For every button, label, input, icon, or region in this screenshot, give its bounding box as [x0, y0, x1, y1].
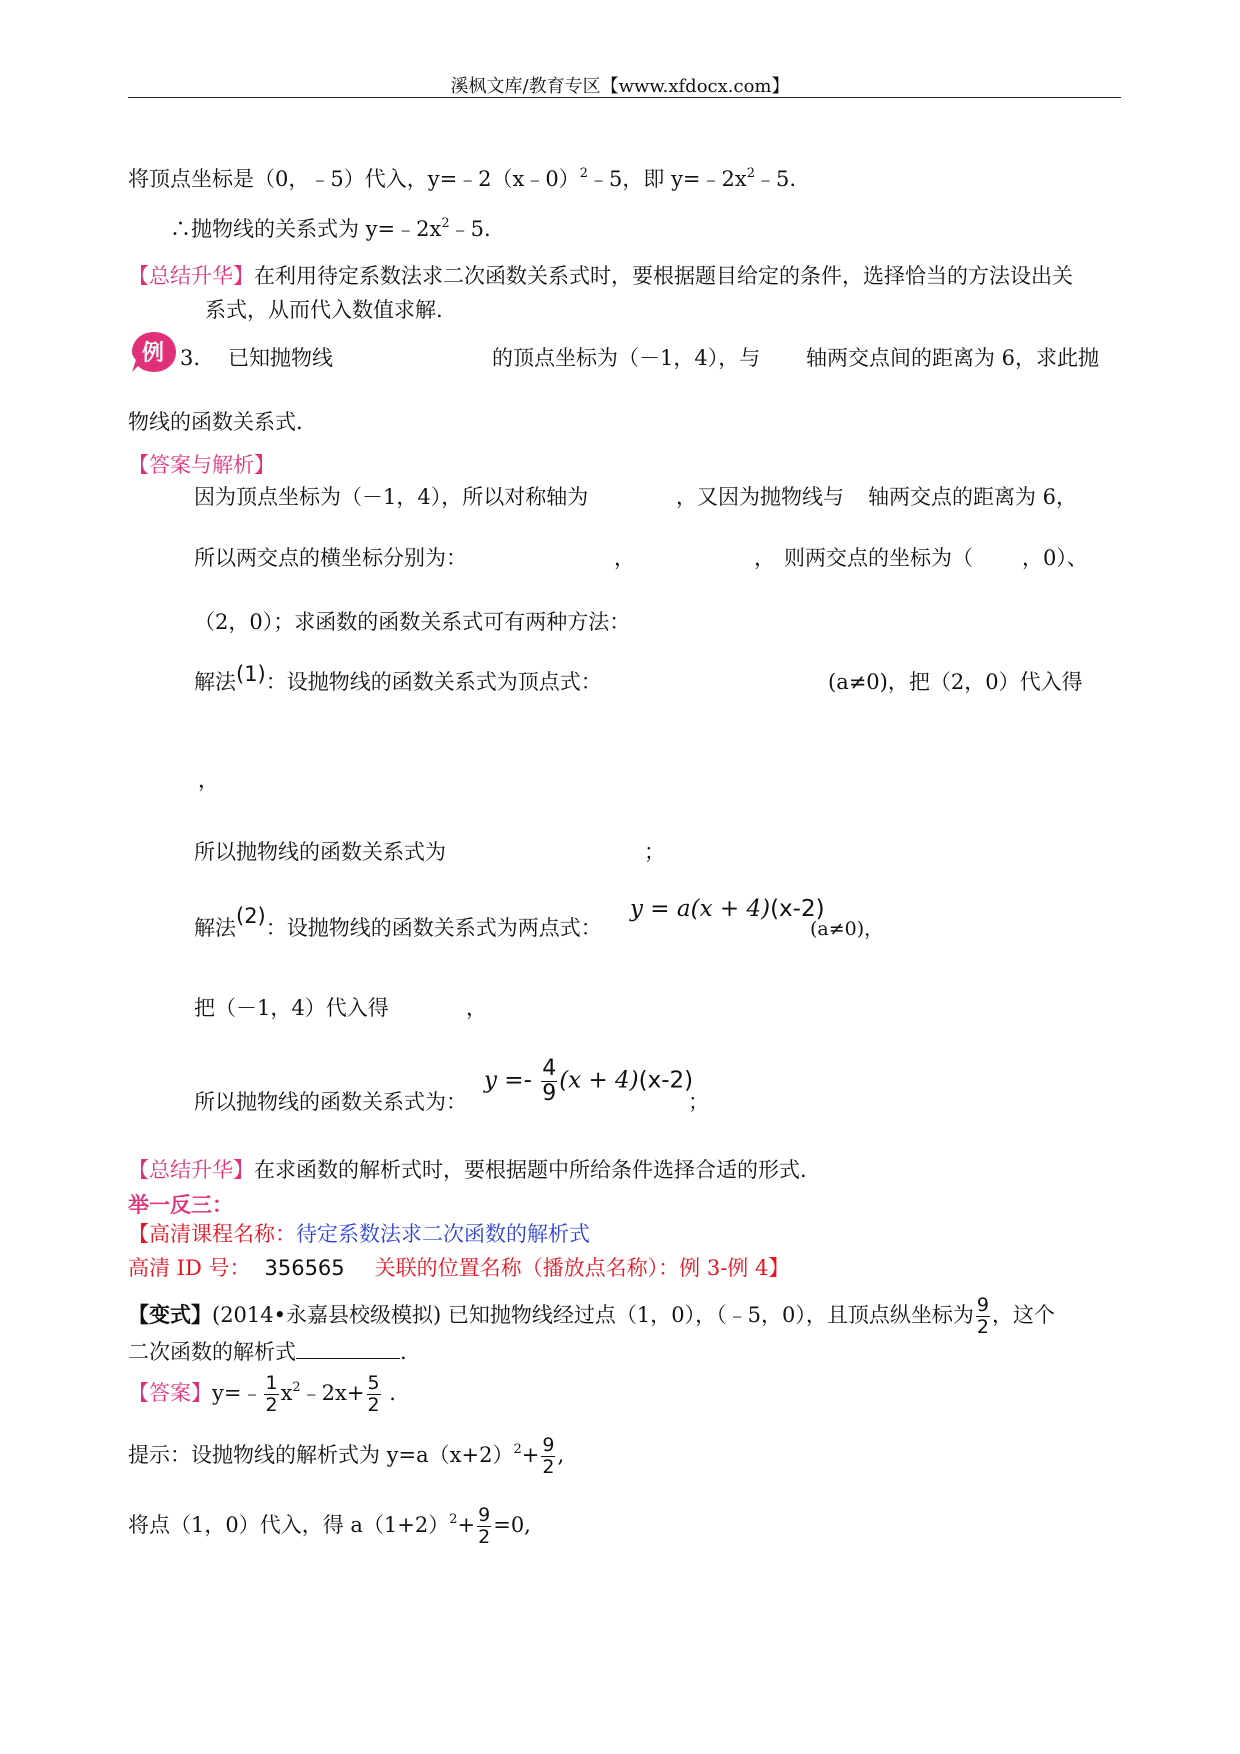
text: ﹣5.: [449, 217, 491, 241]
summary-text: 在求函数的解析式时，要根据题中所给条件选择合适的形式.: [254, 1158, 807, 1182]
method-2-end: (a≠0)，: [810, 918, 884, 940]
variant-tag: 【变式】: [128, 1302, 212, 1327]
paragraph-vertex-substitution: [128, 166, 796, 192]
denominator: 2: [367, 1394, 380, 1416]
text: ∴抛物线的关系式为 y=﹣2x: [170, 217, 442, 241]
formula-last: (x-2): [770, 896, 825, 922]
formula-eq: =: [643, 896, 677, 922]
method-2-line: [194, 904, 602, 941]
text: +: [521, 1443, 540, 1467]
answer-line-8b: ；: [688, 1090, 709, 1114]
variant-text: (2014•永嘉县校级模拟) 已知抛物线经过点（1，0），（﹣5，0），且顶点纵坐标为: [212, 1303, 974, 1327]
answer-line-7a: 把（－1，4）代入得: [194, 996, 389, 1020]
answer-line-1a: 因为顶点坐标为（－1，4），所以对称轴为: [194, 485, 589, 509]
formula-last: (x-2): [638, 1067, 694, 1094]
text: =0,: [493, 1513, 531, 1537]
comma: ，: [198, 768, 219, 792]
example-text-c: 轴两交点间的距离为 6，求此抛: [806, 346, 1100, 370]
numerator: 9: [976, 1294, 989, 1316]
text: ﹣5，即 y=﹣2x: [588, 167, 747, 191]
summary-text: 在利用待定系数法求二次函数关系式时，要根据题目给定的条件，选择恰当的方法设出关: [254, 264, 1073, 288]
answer-line-1b: ，又因为抛物线与: [676, 485, 844, 509]
denominator: 2: [478, 1526, 491, 1548]
page-header: 溪枫文库/教育专区【www.xfdocx.com】: [450, 76, 790, 97]
variant-line: [128, 1296, 1055, 1337]
badge-label: 例: [141, 341, 165, 366]
example-number: 3.: [180, 346, 201, 370]
denominator: 2: [542, 1456, 555, 1478]
example-line-2: 物线的函数关系式.: [128, 410, 303, 434]
fraction-5-2: [367, 1374, 381, 1415]
summary-2-paragraph: [128, 1158, 807, 1183]
formula-eq: =-: [497, 1067, 540, 1094]
text: ：设抛物线的函数关系式为顶点式：: [265, 670, 602, 694]
example-badge-icon: [130, 330, 178, 374]
denominator: 2: [265, 1394, 278, 1416]
fraction-9-2: [477, 1506, 491, 1547]
course-name: 待定系数法求二次函数的解析式: [296, 1222, 590, 1246]
numerator: 9: [478, 1504, 491, 1526]
text: 解法: [194, 670, 236, 694]
course-id: 356565: [264, 1256, 345, 1280]
superscript: 2: [292, 1380, 301, 1395]
hint-line: [128, 1436, 564, 1477]
paragraph-conclusion: [170, 216, 491, 242]
fraction-1-2: [264, 1374, 278, 1415]
method-1-end: (a≠0)，把（2，0）代入得: [828, 670, 1083, 694]
text: 解法: [194, 916, 236, 940]
summary-tag: 【总结升华】: [128, 264, 254, 288]
answer-line-2a: 所以两交点的横坐标分别为：: [194, 546, 467, 570]
example-text-b: 的顶点坐标为（－1，4），与: [492, 346, 761, 370]
final-formula: [484, 1058, 693, 1105]
text: 二次函数的解析式: [128, 1340, 296, 1364]
fraction-9-2: [976, 1296, 990, 1337]
method-1-line: [194, 662, 602, 695]
answer-line-1c: 轴两交点的距离为 6，: [868, 485, 1078, 509]
text: ：设抛物线的函数关系式为两点式：: [265, 916, 602, 940]
method-number: (1): [236, 662, 266, 686]
numerator: 9: [542, 1434, 555, 1456]
answer-line-2b: ，: [614, 546, 635, 570]
text: +: [457, 1513, 476, 1537]
course-id-label: 高清 ID 号：: [128, 1256, 251, 1280]
course-id-line: [128, 1256, 789, 1281]
numerator: 1: [265, 1372, 278, 1394]
answer-line-5b: ；: [644, 840, 665, 864]
text: 提示：设抛物线的解析式为 y=a（x+2）: [128, 1443, 514, 1467]
superscript: 2: [746, 166, 756, 181]
superscript: 2: [579, 166, 589, 181]
summary-line-2: 系式，从而代入数值求解.: [205, 298, 443, 322]
superscript: 2: [449, 1512, 458, 1527]
text: ﹣2x+: [300, 1381, 365, 1405]
text: y=﹣: [212, 1381, 263, 1405]
answer-line-8a: 所以抛物线的函数关系式为：: [194, 1090, 467, 1114]
text: x: [280, 1381, 293, 1405]
text: ,: [557, 1443, 565, 1467]
text: 将点（1，0）代入，得 a（1+2）: [128, 1513, 450, 1537]
fraction-4-9: [541, 1058, 557, 1105]
answer-line-5a: 所以抛物线的函数关系式为: [194, 840, 446, 864]
superscript: 2: [513, 1442, 522, 1457]
answer-tag: 【答案与解析】: [128, 453, 275, 477]
course-position: 关联的位置名称（播放点名称）：例 3-例 4】: [374, 1256, 790, 1280]
variant-text-end: ，这个: [991, 1303, 1055, 1327]
formula-rest: (x + 4): [690, 896, 771, 922]
header-divider: [128, 97, 1121, 98]
example-text-a: 已知抛物线: [228, 346, 333, 370]
denominator: 2: [976, 1316, 989, 1338]
section-heading: 举一反三：: [128, 1192, 233, 1217]
course-tag: 【高清课程名称：: [128, 1222, 296, 1246]
formula-y: y: [630, 896, 643, 922]
text: ﹣5.: [755, 167, 797, 191]
two-point-formula: [630, 896, 825, 924]
formula-y: y: [484, 1067, 497, 1094]
numerator: 4: [542, 1056, 557, 1081]
variant-line-2: [128, 1340, 407, 1365]
course-line: [128, 1222, 590, 1247]
answer-line-7b: ，: [466, 996, 487, 1020]
fraction-9-2: [541, 1436, 555, 1477]
answer-blank[interactable]: [296, 1340, 400, 1359]
variant-answer: [128, 1374, 396, 1415]
method-number: (2): [236, 904, 266, 928]
substitution-line: [128, 1506, 531, 1547]
answer-line-2e: ，0）、: [1022, 546, 1088, 570]
summary-paragraph: [128, 264, 1073, 289]
formula-a: a: [676, 896, 691, 922]
denominator: 9: [542, 1081, 557, 1106]
numerator: 5: [367, 1372, 380, 1394]
answer-line-2d: 则两交点的坐标为（: [784, 546, 973, 570]
text: 将顶点坐标是（0，﹣5）代入，y=﹣2（x﹣0）: [128, 167, 580, 191]
answer-line-3: （2，0）；求函数的函数关系式可有两种方法：: [194, 610, 631, 634]
superscript: 2: [441, 216, 450, 231]
formula-mid: (x + 4): [559, 1067, 639, 1094]
answer-tag: 【答案】: [128, 1381, 212, 1405]
summary-tag: 【总结升华】: [128, 1158, 254, 1182]
answer-line-2c: ，: [754, 546, 775, 570]
text: .: [382, 1381, 396, 1405]
text: .: [400, 1340, 407, 1364]
